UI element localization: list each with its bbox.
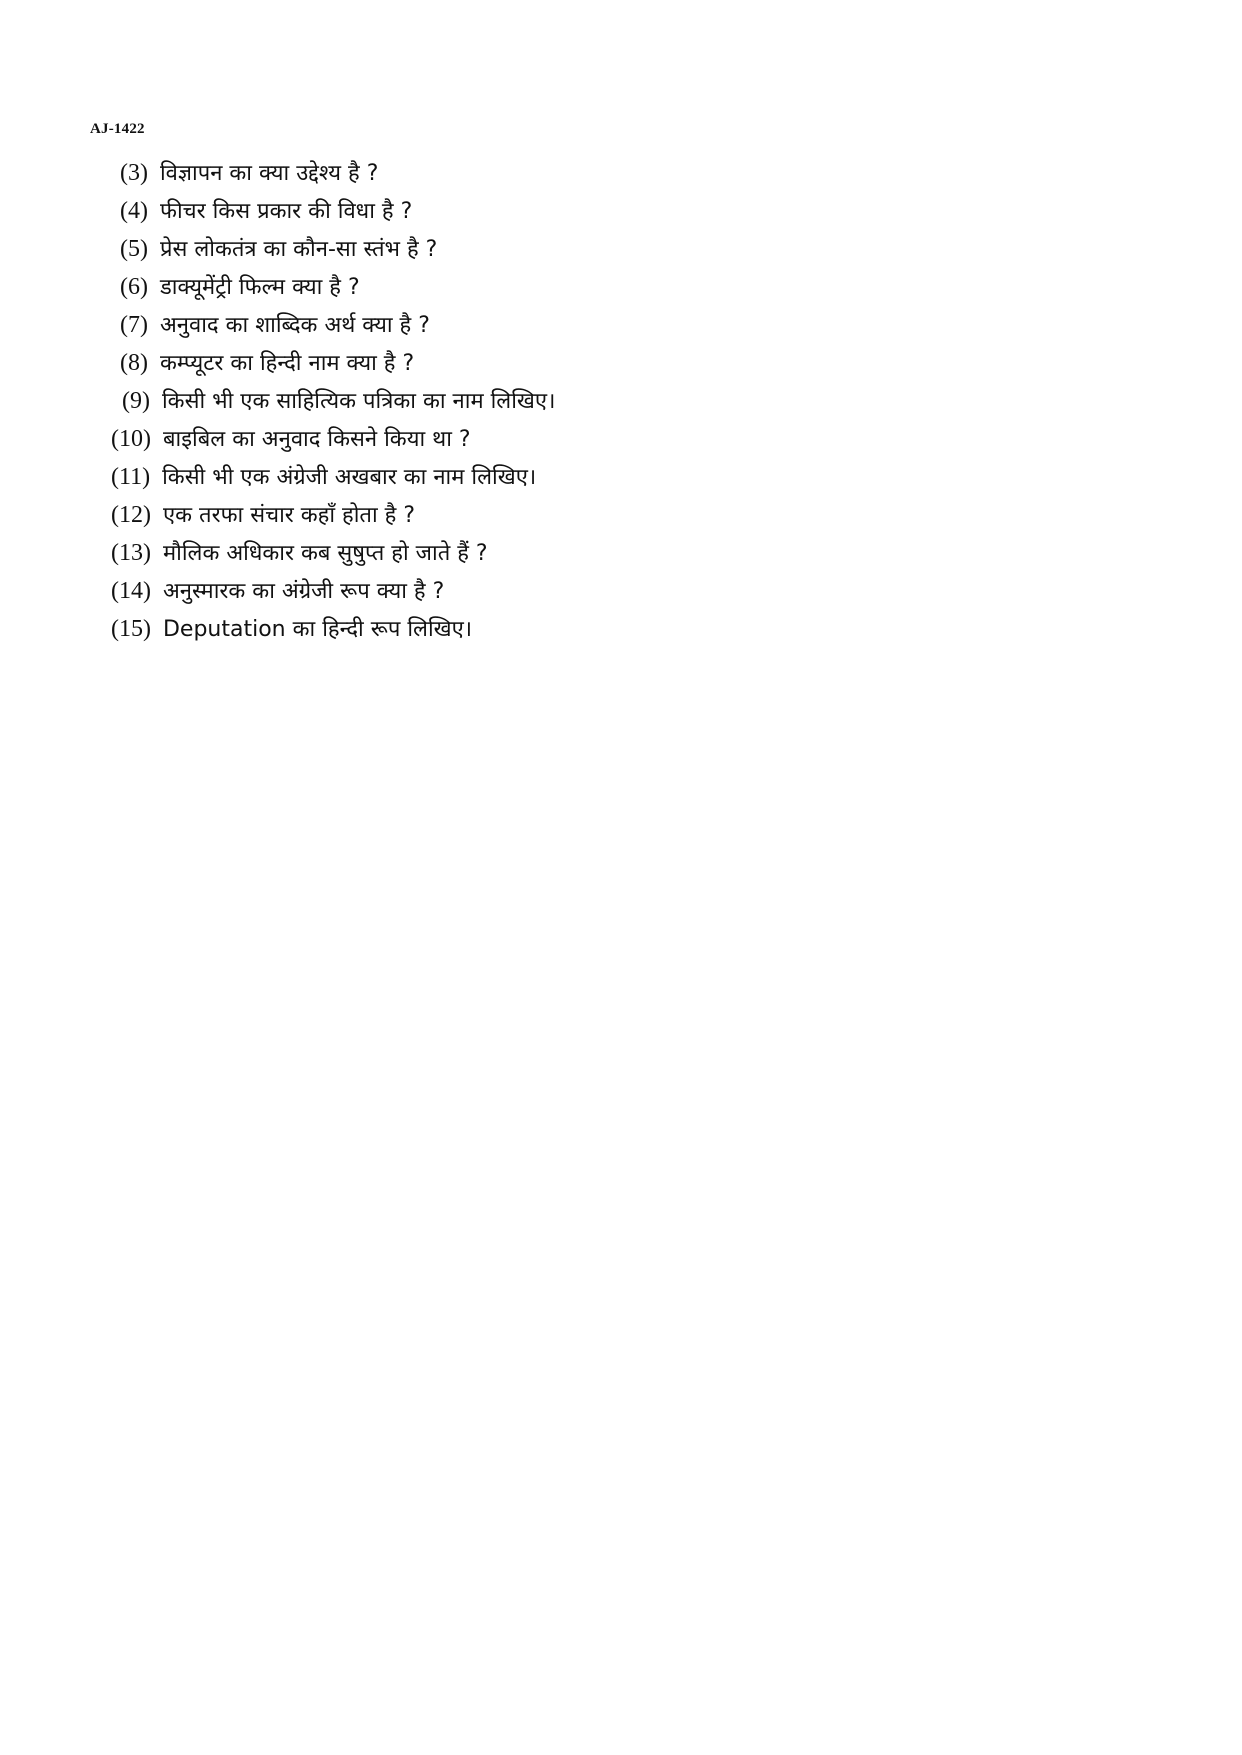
question-number: (10) <box>111 426 151 452</box>
question-number: (6) <box>120 274 148 300</box>
question-6 <box>120 272 360 303</box>
question-number: (4) <box>120 198 148 224</box>
question-text: अनुवाद का शाब्दिक अर्थ क्या है ? <box>159 313 430 338</box>
question-9 <box>122 386 555 417</box>
question-text: मौलिक अधिकार कब सुषुप्त हो जाते हैं ? <box>162 541 488 566</box>
paper-code: AJ-1422 <box>90 121 145 137</box>
question-text: प्रेस लोकतंत्र का कौन-सा स्तंभ है ? <box>159 237 438 262</box>
question-number: (11) <box>111 464 151 490</box>
question-text: किसी भी एक अंग्रेजी अखबार का नाम लिखिए। <box>162 465 537 490</box>
question-text: फीचर किस प्रकार की विधा है ? <box>159 199 413 224</box>
question-text: कम्प्यूटर का हिन्दी नाम क्या है ? <box>159 351 415 376</box>
question-text: किसी भी एक साहित्यिक पत्रिका का नाम लिखिए। <box>161 389 556 414</box>
question-text: डाक्यूमेंट्री फिल्म क्या है ? <box>159 275 360 300</box>
question-number: (12) <box>111 502 151 528</box>
question-14 <box>111 576 444 607</box>
question-13 <box>111 538 488 569</box>
question-text: विज्ञापन का क्या उद्देश्य है ? <box>159 161 379 186</box>
question-text: एक तरफा संचार कहाँ होता है ? <box>162 503 415 528</box>
question-7 <box>120 310 430 341</box>
question-number: (9) <box>122 388 150 414</box>
question-5 <box>120 234 437 265</box>
question-number: (7) <box>120 312 148 338</box>
question-text: बाइबिल का अनुवाद किसने किया था ? <box>162 427 471 452</box>
question-11 <box>111 462 536 493</box>
question-12 <box>111 500 415 531</box>
question-number: (3) <box>120 160 148 186</box>
question-number: (13) <box>111 540 151 566</box>
question-text: अनुस्मारक का अंग्रेजी रूप क्या है ? <box>162 579 445 604</box>
question-8 <box>120 348 414 379</box>
question-number: (8) <box>120 350 148 376</box>
question-15 <box>111 614 472 645</box>
question-text: Deputation का हिन्दी रूप लिखिए। <box>162 617 473 642</box>
question-4 <box>120 196 412 227</box>
question-number: (15) <box>111 616 151 642</box>
question-3 <box>120 158 378 189</box>
question-number: (14) <box>111 578 151 604</box>
question-10 <box>111 424 471 455</box>
question-number: (5) <box>120 236 148 262</box>
